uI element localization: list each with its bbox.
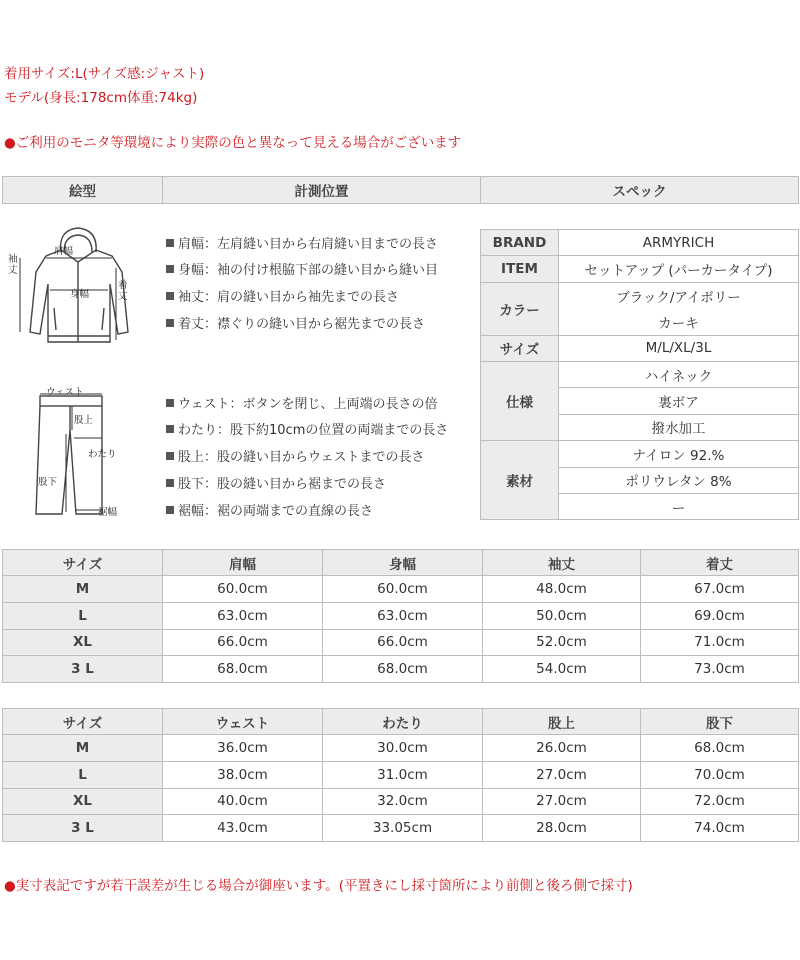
table-row — [3, 576, 799, 603]
bullet-square-icon — [166, 399, 174, 407]
header-measure-position: 計測位置 — [163, 177, 481, 204]
value-cell: 63.0cm — [323, 602, 483, 629]
pants-label-rise: 股上 — [74, 415, 94, 426]
spec-color-value: カーキ — [559, 309, 799, 335]
spec-feature-value: ハイネック — [559, 361, 799, 387]
measure-body-width: 身幅：袖の付け根脇下部の縫い目から縫い目 — [166, 259, 438, 278]
bottom-size-table — [2, 708, 799, 842]
bullet-square-icon — [166, 506, 174, 514]
spec-row-item — [481, 256, 799, 282]
spec-row-color — [481, 282, 799, 308]
measure-rise: 股上：股の縫い目からウェストまでの長さ — [166, 446, 424, 465]
table-header: わたり — [323, 709, 483, 735]
spec-feature-label: 仕様 — [481, 361, 559, 440]
table-row — [3, 629, 799, 656]
measure-hem: 裾幅：裾の両端までの直線の長さ — [166, 500, 373, 519]
measure-length: 着丈：襟ぐりの縫い目から裾先までの長さ — [166, 313, 425, 332]
value-cell: 68.0cm — [163, 656, 323, 683]
top-size-table — [2, 549, 799, 683]
spec-material-value: ナイロン 92.% — [559, 441, 799, 467]
table-header: 袖丈 — [483, 550, 641, 576]
value-cell: 54.0cm — [483, 656, 641, 683]
hoodie-label-length: 着丈 — [118, 280, 128, 302]
value-cell: 73.0cm — [641, 656, 799, 683]
header-spec: スペック — [481, 177, 799, 204]
pants-label-hem: 裾幅 — [98, 507, 118, 518]
spec-material-value: ー — [559, 493, 799, 519]
value-cell: 27.0cm — [483, 761, 641, 788]
value-cell: 31.0cm — [323, 761, 483, 788]
value-cell: 60.0cm — [163, 576, 323, 603]
size-cell: 3 L — [3, 656, 163, 683]
value-cell: 72.0cm — [641, 788, 799, 815]
value-cell: 52.0cm — [483, 629, 641, 656]
table-header: 身幅 — [323, 550, 483, 576]
value-cell: 40.0cm — [163, 788, 323, 815]
measurement-error-notice: ●実寸表記ですが若干誤差が生じる場合が御座います。(平置きにし採寸箇所により前側と後ろ側で採寸) — [4, 878, 633, 894]
spec-brand-value: ARMYRICH — [559, 230, 799, 256]
hoodie-label-sleeve: 袖丈 — [8, 254, 18, 276]
measure-waist: ウェスト：ボタンを閉じ、上両端の長さの倍 — [166, 393, 437, 412]
model-wearing-size: 着用サイズ:L(サイズ感:ジャスト) — [4, 66, 205, 82]
value-cell: 67.0cm — [641, 576, 799, 603]
value-cell: 63.0cm — [163, 602, 323, 629]
spec-size-label: サイズ — [481, 335, 559, 361]
spec-color-value: ブラック/アイボリー — [559, 282, 799, 308]
table-row — [3, 815, 799, 842]
size-cell: M — [3, 735, 163, 762]
spec-header-table — [2, 176, 799, 204]
size-cell: 3 L — [3, 815, 163, 842]
table-header-row — [3, 709, 799, 735]
table-row — [3, 788, 799, 815]
value-cell: 38.0cm — [163, 761, 323, 788]
spec-brand-label: BRAND — [481, 230, 559, 256]
spec-feature-value: 撥水加工 — [559, 414, 799, 440]
spec-material-value: ポリウレタン 8% — [559, 467, 799, 493]
measure-thigh: わたり：股下約10cmの位置の両端までの長さ — [166, 419, 448, 438]
spec-row-brand — [481, 230, 799, 256]
pants-illustration — [30, 386, 140, 521]
table-header: 肩幅 — [163, 550, 323, 576]
spec-size-value: M/L/XL/3L — [559, 335, 799, 361]
value-cell: 50.0cm — [483, 602, 641, 629]
spec-feature-value: 裏ボア — [559, 388, 799, 414]
pants-label-inseam: 股下 — [38, 477, 58, 488]
size-cell: XL — [3, 788, 163, 815]
bullet-square-icon — [166, 425, 174, 433]
value-cell: 68.0cm — [323, 656, 483, 683]
value-cell: 66.0cm — [323, 629, 483, 656]
size-cell: L — [3, 602, 163, 629]
value-cell: 27.0cm — [483, 788, 641, 815]
bullet-square-icon — [166, 265, 174, 273]
spec-item-value: セットアップ (パーカータイプ) — [559, 256, 799, 282]
spec-color-label: カラー — [481, 282, 559, 335]
bullet-square-icon — [166, 479, 174, 487]
table-header: 股上 — [483, 709, 641, 735]
pants-drawing — [30, 386, 140, 521]
table-row — [3, 735, 799, 762]
spec-row-size — [481, 335, 799, 361]
bullet-square-icon — [166, 239, 174, 247]
value-cell: 26.0cm — [483, 735, 641, 762]
value-cell: 70.0cm — [641, 761, 799, 788]
table-header: 着丈 — [641, 550, 799, 576]
table-row — [3, 761, 799, 788]
value-cell: 33.05cm — [323, 815, 483, 842]
measure-shoulder: 肩幅：左肩縫い目から右肩縫い目までの長さ — [166, 233, 438, 252]
value-cell: 30.0cm — [323, 735, 483, 762]
table-header: ウェスト — [163, 709, 323, 735]
hoodie-label-body: 身幅 — [70, 289, 90, 300]
value-cell: 28.0cm — [483, 815, 641, 842]
value-cell: 68.0cm — [641, 735, 799, 762]
hoodie-label-shoulder: 肩幅 — [54, 246, 74, 257]
size-cell: M — [3, 576, 163, 603]
pants-label-waist: ウェスト — [46, 387, 84, 398]
value-cell: 60.0cm — [323, 576, 483, 603]
spec-table — [480, 229, 799, 520]
pants-label-thigh: わたり — [88, 449, 117, 460]
size-cell: L — [3, 761, 163, 788]
value-cell: 66.0cm — [163, 629, 323, 656]
table-header: 股下 — [641, 709, 799, 735]
bullet-square-icon — [166, 452, 174, 460]
hoodie-illustration — [6, 222, 156, 362]
measure-sleeve: 袖丈：肩の縫い目から袖先までの長さ — [166, 286, 399, 305]
table-header: サイズ — [3, 709, 163, 735]
value-cell: 43.0cm — [163, 815, 323, 842]
spec-material-label: 素材 — [481, 441, 559, 520]
measure-inseam: 股下：股の縫い目から裾までの長さ — [166, 473, 386, 492]
table-row — [3, 602, 799, 629]
value-cell: 71.0cm — [641, 629, 799, 656]
model-body-info: モデル(身長:178cm体重:74kg) — [4, 90, 198, 106]
bullet-square-icon — [166, 319, 174, 327]
value-cell: 36.0cm — [163, 735, 323, 762]
header-illustration: 絵型 — [3, 177, 163, 204]
color-notice: ●ご利用のモニタ等環境により実際の色と異なって見える場合がございます — [4, 135, 462, 151]
table-header: サイズ — [3, 550, 163, 576]
table-row — [3, 656, 799, 683]
spec-item-label: ITEM — [481, 256, 559, 282]
table-header-row — [3, 550, 799, 576]
size-cell: XL — [3, 629, 163, 656]
spec-row-feature — [481, 361, 799, 387]
spec-row-material — [481, 441, 799, 467]
value-cell: 32.0cm — [323, 788, 483, 815]
bullet-square-icon — [166, 292, 174, 300]
value-cell: 69.0cm — [641, 602, 799, 629]
value-cell: 48.0cm — [483, 576, 641, 603]
value-cell: 74.0cm — [641, 815, 799, 842]
